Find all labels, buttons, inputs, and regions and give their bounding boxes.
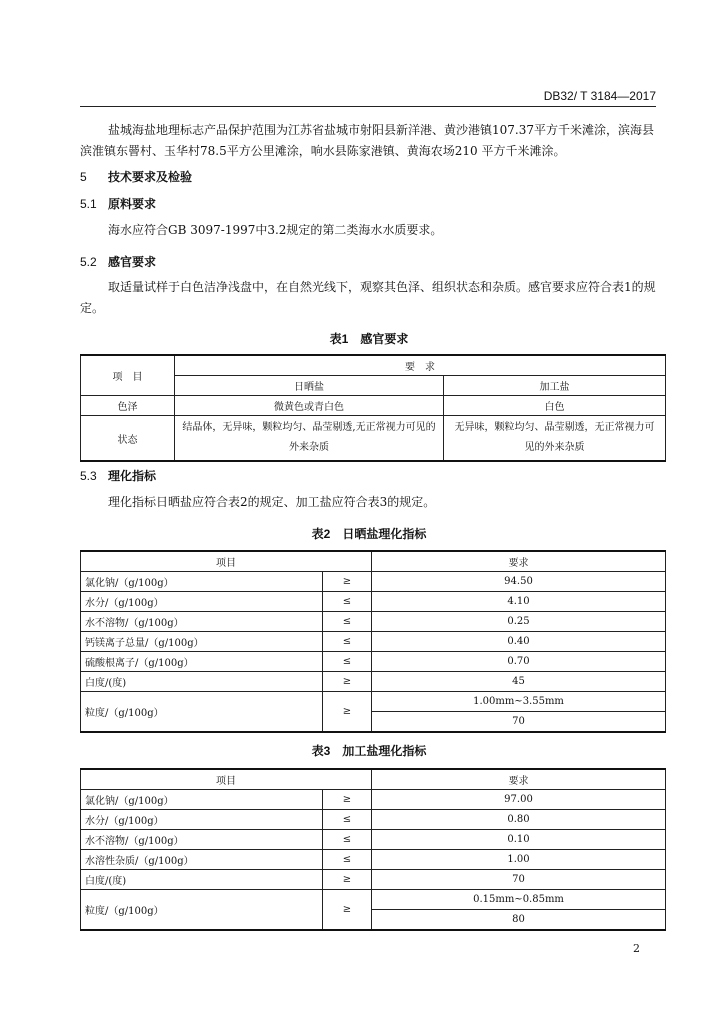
table2-cell-op: ≤ (323, 592, 372, 612)
table3-cell-op: ≤ (323, 850, 372, 870)
table3-cell-item: 粒度/（g/100g） (81, 890, 323, 931)
table3-cell-op: ≥ (323, 790, 372, 810)
sun-salt-table (80, 550, 666, 733)
table3-cell-item: 白度/(度) (81, 870, 323, 890)
table3-header-req: 要求 (372, 769, 666, 790)
table1-header-sun: 日晒盐 (175, 376, 444, 396)
table2-cell-value: 4.10 (372, 592, 666, 612)
table2-cell-item: 钙镁离子总量/（g/100g） (81, 632, 323, 652)
intro-paragraph: 盐城海盐地理标志产品保护范围为江苏省盐城市射阳县新洋港、黄沙港镇107.37平方千米滩涂，滨海县滨淮镇东罾村、玉华村78.5平方公里滩涂，响水县陈家港镇、黄海农场210 平方千米滩涂。 (80, 123, 654, 158)
table-row (81, 612, 666, 632)
table3-cell-item: 水溶性杂质/（g/100g） (81, 850, 323, 870)
section-number: 5.3 (80, 469, 97, 483)
table3-cell-range: 0.15mm~0.85mm (372, 890, 666, 910)
table1-cell-sun: 微黄色或青白色 (175, 396, 444, 416)
table3-cell-value: 80 (372, 910, 666, 931)
section-number: 5.2 (80, 255, 97, 269)
processed-salt-table (80, 768, 666, 931)
table-row (81, 572, 666, 592)
table3-cell-value: 1.00 (372, 850, 666, 870)
table2-cell-op: ≥ (323, 572, 372, 592)
table3-cell-value: 0.10 (372, 830, 666, 850)
table2-cell-item: 水分/（g/100g） (81, 592, 323, 612)
table2-cell-op: ≤ (323, 612, 372, 632)
table2-header-req: 要求 (372, 551, 666, 572)
table1-cell-item: 状态 (81, 416, 175, 462)
table2-cell-item: 粒度/（g/100g） (81, 692, 323, 733)
table3-title: 表3 加工盐理化指标 (311, 744, 427, 758)
table2-cell-value: 0.25 (372, 612, 666, 632)
page-number: 2 (633, 942, 640, 955)
section-title: 理化指标 (108, 469, 157, 483)
table-row (81, 396, 666, 416)
table3-cell-op: ≤ (323, 810, 372, 830)
table2-cell-item: 硫酸根离子/（g/100g） (81, 652, 323, 672)
section-5-3-heading (80, 467, 156, 484)
table1-cell-item: 色泽 (81, 396, 175, 416)
table3-cell-op: ≤ (323, 830, 372, 850)
table-row (81, 810, 666, 830)
table3-cell-value: 70 (372, 870, 666, 890)
table-row (81, 850, 666, 870)
table1-header-req: 要 求 (175, 355, 666, 376)
section-title: 感官要求 (108, 255, 157, 269)
table2-title: 表2 日晒盐理化指标 (311, 527, 427, 541)
table1-header-item: 项 目 (81, 355, 175, 396)
table-row (81, 890, 666, 910)
table2-cell-value: 94.50 (372, 572, 666, 592)
table3-cell-value: 0.80 (372, 810, 666, 830)
section-5-1-heading (80, 195, 156, 212)
standard-code: DB32/ T 3184—2017 (543, 89, 656, 103)
table2-cell-range: 1.00mm~3.55mm (372, 692, 666, 712)
table-row (81, 672, 666, 692)
table1-cell-proc: 白色 (444, 396, 666, 416)
section-title: 技术要求及检验 (108, 170, 193, 184)
table2-cell-value: 70 (372, 712, 666, 733)
table3-cell-item: 水分/（g/100g） (81, 810, 323, 830)
section-title: 原料要求 (108, 197, 157, 211)
table-row (81, 632, 666, 652)
table3-cell-op: ≥ (323, 890, 372, 931)
section-number: 5 (80, 170, 87, 184)
section-5-2-heading (80, 253, 156, 270)
table2-cell-item: 水不溶物/（g/100g） (81, 612, 323, 632)
table2-cell-value: 0.70 (372, 652, 666, 672)
table-row (81, 830, 666, 850)
section-5-3-text: 理化指标日晒盐应符合表2的规定、加工盐应符合表3的规定。 (108, 495, 436, 509)
table1-header-proc: 加工盐 (444, 376, 666, 396)
table2-cell-value: 0.40 (372, 632, 666, 652)
table-row (81, 592, 666, 612)
table-row (81, 416, 666, 462)
table-row (81, 870, 666, 890)
table3-header-item: 项目 (81, 769, 372, 790)
table2-cell-op: ≤ (323, 632, 372, 652)
table-row (81, 692, 666, 712)
table3-cell-item: 氯化钠/（g/100g） (81, 790, 323, 810)
table2-header-item: 项目 (81, 551, 372, 572)
section-5-1-text: 海水应符合GB 3097-1997中3.2规定的第二类海水水质要求。 (108, 223, 443, 237)
section-5-heading (80, 168, 192, 185)
header-rule (80, 106, 656, 107)
table-row (81, 790, 666, 810)
section-number: 5.1 (80, 197, 97, 211)
table2-cell-op: ≤ (323, 652, 372, 672)
sensory-table (80, 354, 666, 462)
table3-cell-item: 水不溶物/（g/100g） (81, 830, 323, 850)
section-5-2-text: 取适量试样于白色洁净浅盘中，在自然光线下，观察其色泽、组织状态和杂质。感官要求应符合表1的规定。 (80, 280, 656, 315)
table2-cell-value: 45 (372, 672, 666, 692)
table-row (81, 652, 666, 672)
table1-cell-sun: 结晶体，无异味，颗粒均匀、晶莹剔透,无正常视力可见的外来杂质 (175, 416, 444, 462)
table1-title: 表1 感官要求 (329, 332, 409, 346)
table2-cell-item: 氯化钠/（g/100g） (81, 572, 323, 592)
table3-cell-op: ≥ (323, 870, 372, 890)
table1-cell-proc: 无异味，颗粒均匀、晶莹剔透，无正常视力可见的外来杂质 (444, 416, 666, 462)
table2-cell-op: ≥ (323, 672, 372, 692)
table3-cell-value: 97.00 (372, 790, 666, 810)
table2-cell-item: 白度/(度) (81, 672, 323, 692)
table2-cell-op: ≥ (323, 692, 372, 733)
